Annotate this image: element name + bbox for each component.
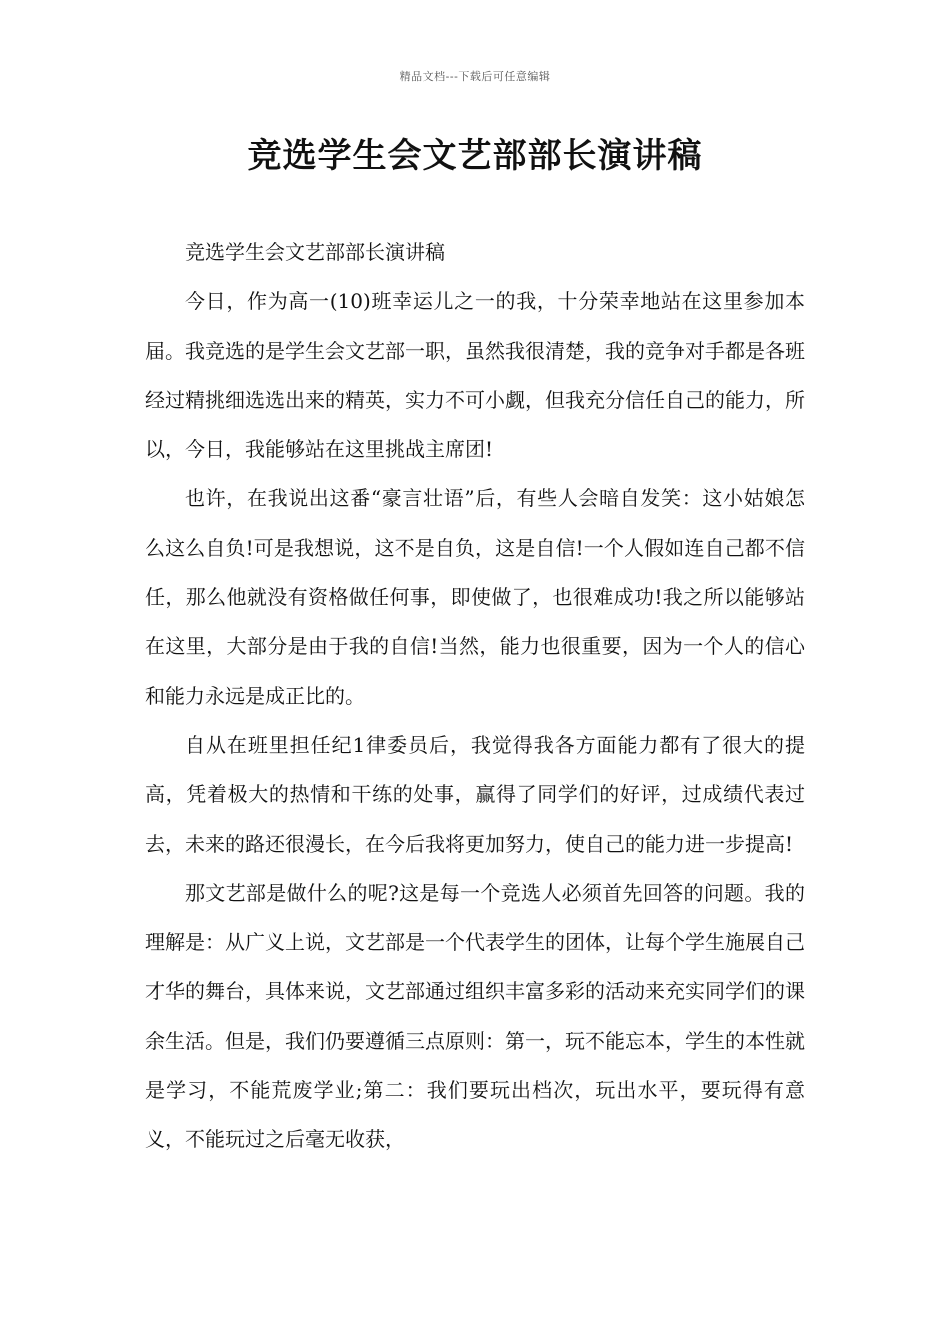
document-title: 竞选学生会文艺部部长演讲稿	[247, 136, 703, 176]
body-paragraph: 今日，作为高一(10)班幸运儿之一的我，十分荣幸地站在这里参加本届。我竞选的是学生会文艺部一职，虽然我很清楚，我的竞争对手都是各班经过精挑细选选出来的精英，实力不可小觑，但我充分信任自己的能力，所以，今日，我能够站在这里挑战主席团!	[145, 289, 805, 462]
document-body	[145, 228, 805, 1165]
body-paragraph: 也许，在我说出这番“豪言壮语”后，有些人会暗自发笑：这小姑娘怎么这么自负!可是我想说，这不是自负，这是自信!一个人假如连自己都不信任，那么他就没有资格做任何事，即使做了，也很难成功!我之所以能够站在这里，大部分是由于我的自信!当然，能力也很重要，因为一个人的信心和能力永远是成正比的。	[145, 486, 805, 708]
body-paragraph-subtitle: 竞选学生会文艺部部长演讲稿	[185, 240, 445, 264]
body-paragraph: 自从在班里担任纪1律委员后，我觉得我各方面能力都有了很大的提高，凭着极大的热情和干练的处事，赢得了同学们的好评，过成绩代表过去，未来的路还很漫长，在今后我将更加努力，使自己的能力进一步提高!	[145, 732, 805, 856]
body-paragraph: 那文艺部是做什么的呢?这是每一个竞选人必须首先回答的问题。我的理解是：从广义上说，文艺部是一个代表学生的团体，让每个学生施展自己才华的舞台，具体来说，文艺部通过组织丰富多彩的活动来充实同学们的课余生活。但是，我们仍要遵循三点原则：第一，玩不能忘本，学生的本性就是学习，不能荒废学业;第二：我们要玩出档次，玩出水平，要玩得有意义，不能玩过之后毫无收获，	[145, 880, 805, 1152]
document-header-note: 精品文档---下载后可任意编辑	[399, 70, 551, 83]
